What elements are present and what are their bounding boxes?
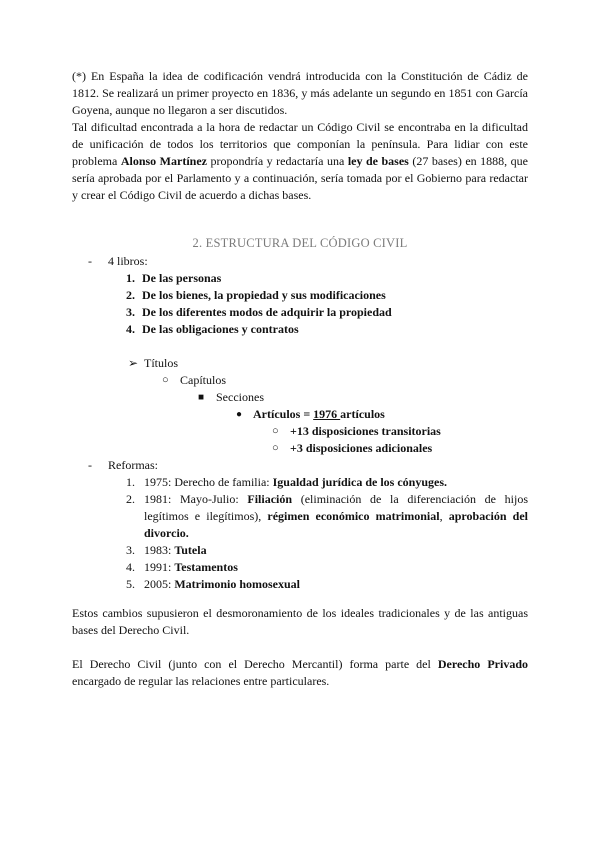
closing-p2-text-a: El Derecho Civil (junto con el Derecho Mercantil) forma parte del xyxy=(72,657,438,671)
reforma-item-number: 5. xyxy=(126,577,135,591)
secciones-label: Secciones xyxy=(216,390,264,404)
reforma-item-2 xyxy=(144,491,528,542)
reforma-item-bold-3: aprobación del divorcio. xyxy=(144,509,529,540)
reforma-item-number: 1. xyxy=(126,475,135,489)
reforma-item-5 xyxy=(144,576,300,593)
libro-item-text: De los bienes, la propiedad y sus modificaciones xyxy=(142,288,386,302)
reforma-item-date: 1981: Mayo-Julio: xyxy=(144,492,248,506)
reforma-item-date: 2005: xyxy=(144,577,175,591)
reforma-item-bold: Matrimonio homosexual xyxy=(174,577,301,591)
reforma-item-date: 1991: xyxy=(144,560,175,574)
reforma-item-number: 3. xyxy=(126,543,135,557)
reforma-item-number: 2. xyxy=(126,492,135,506)
arrow-bullet-icon: ➢ xyxy=(128,356,139,370)
square-bullet-icon: ■ xyxy=(198,392,205,403)
reforma-item-bold: Testamentos xyxy=(174,560,238,574)
reforma-item-bold: Filiación xyxy=(247,492,293,506)
intro-p2-text-c: propondría y redactaría una xyxy=(207,154,348,168)
libro-item-number: 1. xyxy=(126,271,135,285)
capitulos-label: Capítulos xyxy=(180,373,227,387)
reforma-item-rest-2: , xyxy=(439,509,449,523)
articulos-count: 1976 xyxy=(313,407,341,421)
libros-label: 4 libros: xyxy=(108,254,148,268)
intro-paragraph-2 xyxy=(72,119,528,204)
reforma-item-3 xyxy=(144,542,207,559)
libro-item-text: De los diferentes modos de adquirir la propiedad xyxy=(142,305,392,319)
closing-paragraph-2 xyxy=(72,656,528,690)
libro-item-1 xyxy=(126,270,221,287)
reforma-item-bold: Igualdad jurídica de los cónyuges. xyxy=(272,475,447,489)
libro-item-text: De las personas xyxy=(142,271,222,285)
reforma-item-bold-2: régimen económico matrimonial xyxy=(267,509,440,523)
hollow-circle-bullet-icon: ○ xyxy=(272,425,279,437)
closing-paragraph-1: Estos cambios supusieron el desmoronamiento de los ideales tradicionales y de las antiguas bases del Derecho Civil. xyxy=(72,606,528,637)
filled-circle-bullet-icon: ● xyxy=(236,409,243,420)
reforma-item-4 xyxy=(144,559,238,576)
reforma-item-date: 1975: Derecho de familia: xyxy=(144,475,273,489)
intro-p2-text-e: (27 bases) en 1888, que sería aprobada por el Parlamento y a continuación, sería tomada por el Gobierno para redactar y crear el Código Civil de acuerdo a dichas bases. xyxy=(72,154,528,202)
articulos-suffix: artículos xyxy=(340,407,385,421)
libro-item-3 xyxy=(126,304,392,321)
libro-item-4 xyxy=(126,321,299,338)
libro-item-number: 2. xyxy=(126,288,135,302)
hollow-circle-bullet-icon: ○ xyxy=(162,374,169,386)
libro-item-2 xyxy=(126,287,386,304)
section-heading: 2. ESTRUCTURA DEL CÓDIGO CIVIL xyxy=(192,236,408,250)
titulos-label: Títulos xyxy=(144,356,179,370)
closing-p2-derecho-privado: Derecho Privado xyxy=(437,657,528,671)
reformas-label: Reformas: xyxy=(108,458,158,472)
hollow-circle-bullet-icon: ○ xyxy=(272,442,279,454)
intro-paragraph-1: (*) En España la idea de codificación vendrá introducida con la Constitución de Cádiz de 1812. Se realizará un primer proyecto en 1836, y más adelante un segundo en 1851 con García Goyena, aunque no llegaron a ser discutidos. xyxy=(72,69,528,117)
disposiciones-transitorias: +13 disposiciones transitorias xyxy=(290,424,441,438)
disposiciones-adicionales: +3 disposiciones adicionales xyxy=(290,441,433,455)
reforma-item-1 xyxy=(144,474,447,491)
reforma-item-date: 1983: xyxy=(144,543,175,557)
reforma-item-number: 4. xyxy=(126,560,135,574)
intro-p2-alonso-martinez: Alonso Martínez xyxy=(120,154,207,168)
libro-item-number: 3. xyxy=(126,305,135,319)
libro-item-number: 4. xyxy=(126,322,135,336)
intro-p2-ley-de-bases: ley de bases xyxy=(347,154,409,168)
reforma-item-bold: Tutela xyxy=(174,543,207,557)
closing-p2-text-c: encargado de regular las relaciones entre particulares. xyxy=(72,674,330,688)
reformas-list-marker: - xyxy=(88,458,92,472)
intro-p2-text-a: Tal dificultad encontrada a la hora de redactar un Código Civil se encontraba en la dificultad de unificación de todos los territorios que componían la península. Para lidiar con este problema xyxy=(72,120,528,168)
libro-item-text: De las obligaciones y contratos xyxy=(142,322,299,336)
articulos-prefix: Artículos = xyxy=(253,407,314,421)
reforma-item-rest: (eliminación de la diferenciación de hijos legítimos e ilegítimos), xyxy=(144,492,529,523)
libros-list-marker: - xyxy=(88,254,92,268)
articulos-line xyxy=(253,406,385,423)
